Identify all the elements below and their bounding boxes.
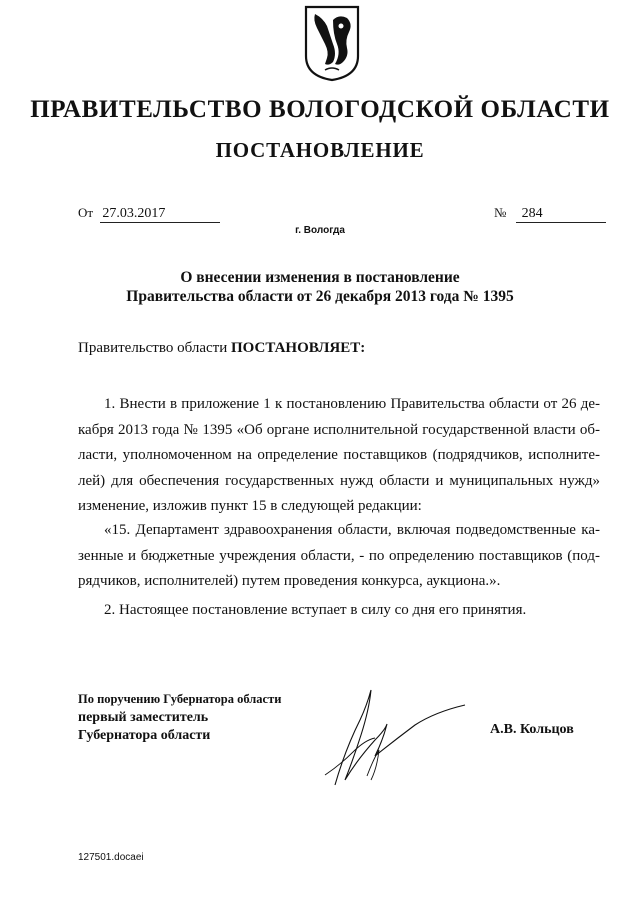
number-prefix: № [494,205,507,220]
paragraph-line: кабря 2013 года № 1395 «Об органе исполнительной государственной власти об- [78,421,600,438]
date-prefix: От [78,205,94,220]
organization-title: ПРАВИТЕЛЬСТВО ВОЛОГОДСКОЙ ОБЛАСТИ [30,96,610,123]
position-line: По поручению Губернатора области [78,692,282,706]
decree-statement [78,340,365,357]
paragraph-quote [78,518,600,595]
paragraph-line: 2. Настоящее постановление вступает в силу со дня его принятия. [104,602,527,618]
document-title [0,268,640,306]
signatory-position [78,690,281,746]
paragraph-1 [78,392,600,520]
position-line: Губернатора области [78,728,211,743]
paragraph-line: лей) для обеспечения государственных нужд области и муниципальных нужд» [78,472,600,489]
decree-keyword: ПОСТАНОВЛЯЕТ: [230,340,366,356]
paragraph-line: ласти, уполномоченном на определение поставщиков (подрядчиков, исполните- [78,447,600,463]
position-line: первый заместитель [78,709,209,725]
paragraph-line: «15. Департамент здравоохранения области, включая подведомственные ка- [104,522,600,538]
date-line [78,205,220,223]
paragraph-2 [78,598,600,624]
number-line [494,205,606,223]
paragraph-line: изменение, изложив пункт 15 в следующей редакции: [78,498,422,514]
city-label: г. Вологда [295,225,345,236]
title-line: Правительства области от 26 декабря 2013 года № 1395 [126,288,514,305]
decree-prefix: Правительство области [78,340,228,356]
coat-of-arms-emblem [303,4,361,82]
signatory-name: А.В. Кольцов [490,722,574,737]
paragraph-line: рядчиков, исполнителей) путем проведения конкурса, аукциона.». [78,573,501,589]
document-date: 27.03.2017 [100,206,220,223]
document-type: ПОСТАНОВЛЕНИЕ [215,138,425,162]
paragraph-line: 1. Внести в приложение 1 к постановлению Правительства области от 26 де- [104,396,600,412]
title-line: О внесении изменения в постановление [180,269,460,286]
handwritten-signature [305,680,470,790]
document-number: 284 [516,206,606,223]
file-reference: 127501.docaei [78,852,144,863]
paragraph-line: зенные и бюджетные учреждения области, - по определению поставщиков (под- [78,547,600,564]
